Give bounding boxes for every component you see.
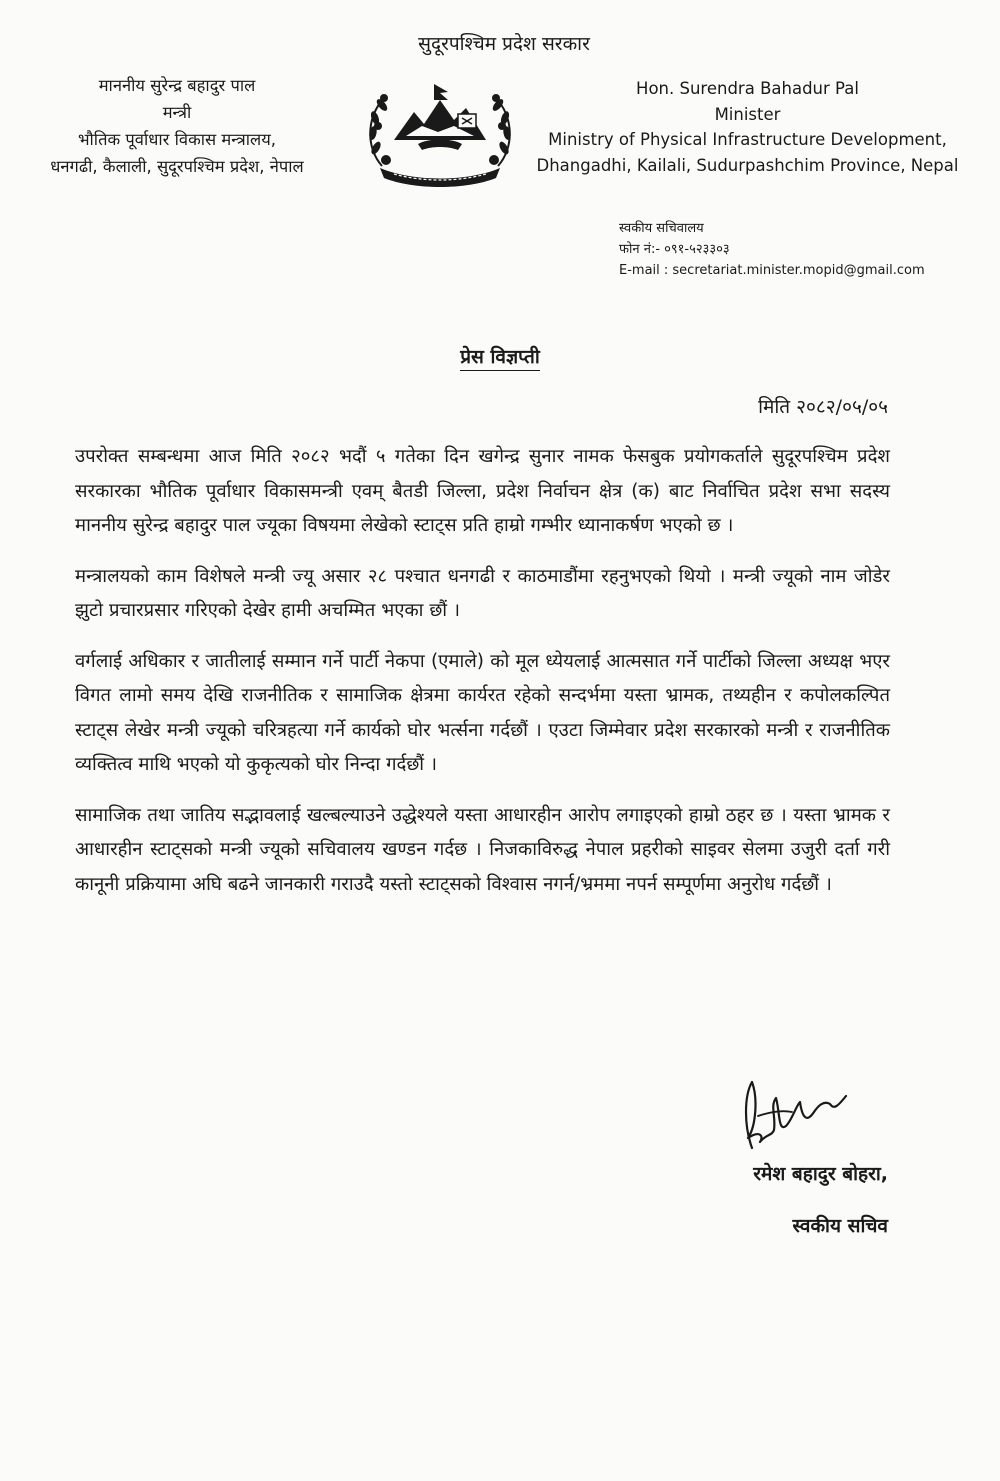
handwritten-signature-icon bbox=[730, 1076, 855, 1161]
paragraph: मन्त्रालयको काम विशेषले मन्त्री ज्यू असार २८ पश्चात धनगढी र काठमाडौंमा रहनुभएको थियो । मन्त्री ज्यूको नाम जोडेर झुटो प्रचारप्रसार गरिएको देखेर हामी अचम्मित भएका छौं । bbox=[75, 565, 890, 621]
email-address: E-mail : secretariat.minister.mopid@gmail.com bbox=[619, 263, 925, 278]
address-english: Dhangadhi, Kailali, Sudurpashchim Province, Nepal bbox=[536, 155, 959, 175]
minister-title-nepali: मन्त्री bbox=[162, 103, 192, 122]
phone-number: फोन नं:- ०९१-५२३३०३ bbox=[619, 242, 730, 257]
press-release-heading bbox=[0, 343, 1000, 369]
government-title: सुदूरपश्चिम प्रदेश सरकार bbox=[418, 33, 590, 55]
ministry-name-english: Ministry of Physical Infrastructure Development, bbox=[548, 130, 947, 149]
issue-date: मिति २०८२/०५/०५ bbox=[758, 396, 888, 418]
press-release-heading-text: प्रेस विज्ञप्ती bbox=[460, 346, 540, 371]
header-english-block bbox=[530, 76, 965, 178]
secretariat-label: स्वकीय सचिवालय bbox=[619, 221, 704, 236]
minister-name-nepali: माननीय सुरेन्द्र बहादुर पाल bbox=[98, 76, 256, 95]
signatory-name: रमेश बहादुर बोहरा, bbox=[753, 1163, 888, 1185]
paragraph: सामाजिक तथा जातिय सद्भावलाई खल्बल्याउने उद्धेश्यले यस्ता आधारहीन आरोप लगाइएको हाम्रो ठहर छ । यस्ता भ्रामक र आधारहीन स्टाट्सको मन्त्री ज्यूको सचिवालय खण्डन गर्दछ । निजकाविरुद्ध नेपाल प्रहरीको साइवर सेलमा उजुरी दर्ता गरी कानूनी प्रक्रियामा अघि बढने जानकारी गराउदै यस्तो स्टाट्सको विश्वास नगर्न/भ्रममा नपर्न सम्पूर्णमा अनुरोध गर्दछौं । bbox=[75, 804, 890, 895]
contact-block bbox=[619, 218, 925, 281]
minister-title-english: Minister bbox=[714, 104, 781, 124]
ministry-name-nepali: भौतिक पूर्वाधार विकास मन्त्रालय, bbox=[77, 130, 277, 149]
header-nepali-block bbox=[12, 72, 342, 180]
minister-name-english: Hon. Surendra Bahadur Pal bbox=[636, 79, 859, 98]
paragraph: उपरोक्त सम्बन्धमा आज मिति २०८२ भदौं ५ गतेका दिन खगेन्द्र सुनार नामक फेसबुक प्रयोगकर्ताले सुदूरपश्चिम प्रदेश सरकारका भौतिक पूर्वाधार विकासमन्त्री एवम् बैतडी जिल्ला, प्रदेश निर्वाचन क्षेत्र (क) बाट निर्वाचित प्रदेश सभा सदस्य माननीय सुरेन्द्र बहादुर पाल ज्यूका विषयमा लेखेको स्टाट्स प्रति हाम्रो गम्भीर ध्यानाकर्षण भएको छ । bbox=[75, 446, 890, 536]
signatory-title: स्वकीय सचिव bbox=[792, 1215, 888, 1237]
press-release-body bbox=[75, 440, 890, 918]
address-nepali: धनगढी, कैलाली, सुदूरपश्चिम प्रदेश, नेपाल bbox=[50, 157, 304, 176]
nepal-emblem-icon bbox=[362, 78, 518, 190]
paragraph: वर्गलाई अधिकार र जातीलाई सम्मान गर्ने पार्टी नेकपा (एमाले) को मूल ध्येयलाई आत्मसात गर्ने पार्टीको जिल्ला अध्यक्ष भएर विगत लामो समय देखि राजनीतिक र सामाजिक क्षेत्रमा कार्यरत रहेको सन्दर्भमा यस्ता भ्रामक, तथ्यहीन र कपोलकल्पित स्टाट्स लेखेर मन्त्री ज्यूको चरित्रहत्या गर्ने कार्यको घोर भर्त्सना गर्दछौं । एउटा जिम्मेवार प्रदेश सरकारको मन्त्री र राजनीतिक व्यक्तित्व माथि भएको यो कुकृत्यको घोर निन्दा गर्दछौं । bbox=[75, 650, 890, 775]
